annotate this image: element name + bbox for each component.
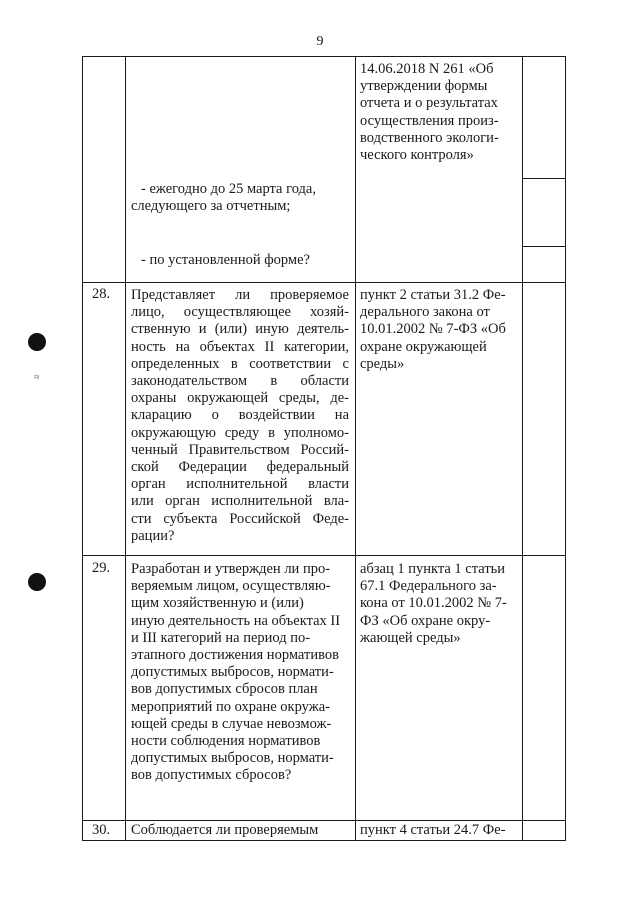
text-line: щим хозяйственную и (или): [131, 595, 304, 612]
row-question: [131, 822, 318, 839]
text-line: ченный Правительством Россий-: [131, 441, 349, 458]
page-number: 9: [316, 34, 324, 49]
text-line: ческого контроля»: [360, 147, 474, 164]
text-line: ющей среды в случае невозмож-: [131, 715, 332, 732]
text-line: или орган исполнительной вла-: [131, 493, 349, 510]
text-line: - по установленной форме?: [141, 252, 310, 268]
table-line: [355, 56, 356, 840]
text-line: иную деятельность на объектах II: [131, 612, 341, 629]
binder-hole-top: [28, 333, 46, 351]
text-line: ственную и (или) иную деятель-: [131, 321, 349, 338]
text-line: Разработан и утвержден ли про-: [131, 561, 331, 577]
text-line: окружающую среду в уполномо-: [131, 424, 349, 441]
text-line: 10.01.2002 № 7-ФЗ «Об: [360, 321, 506, 338]
text-line: ФЗ «Об охране окру-: [360, 612, 491, 629]
row-law-reference: [360, 561, 507, 647]
text-line: допустимых выбросов, нормати-: [131, 750, 334, 767]
text-line: кона от 10.01.2002 № 7-: [360, 595, 507, 612]
continuation-law-text: [360, 61, 499, 164]
text-line: определенных в соответствии с: [131, 355, 349, 372]
table-line: [522, 178, 566, 179]
text-line: этапного достижения нормативов: [131, 647, 339, 664]
text-line: осуществления произ-: [360, 112, 499, 129]
table-line: [82, 840, 566, 841]
text-line: ности соблюдения нормативов: [131, 733, 321, 750]
table-line: [82, 820, 566, 821]
continuation-requirement-1: [131, 181, 316, 215]
text-line: водственного экологи-: [360, 129, 499, 146]
text-line: дерального закона от: [360, 304, 490, 321]
table-line: [82, 282, 566, 283]
text-line: ность на объектах II категории,: [131, 338, 349, 355]
text-line: ской Федерации федеральный: [131, 459, 349, 476]
text-line: мероприятий по охране окружа-: [131, 698, 331, 715]
table-line: [82, 555, 566, 556]
text-line: и III категорий на период по-: [131, 629, 311, 646]
text-line: вов допустимых сбросов план: [131, 681, 318, 698]
text-line: законодательством в области: [131, 373, 349, 390]
row-law-reference: [360, 287, 506, 373]
text-line: охране окружающей: [360, 338, 487, 355]
text-line: кларацию о воздействии на: [131, 407, 349, 424]
row-question: [131, 561, 340, 785]
text-line: следующего за отчетным;: [131, 198, 291, 215]
text-line: Соблюдается ли проверяемым: [131, 822, 319, 838]
table-line: [565, 56, 566, 840]
binder-hole-bottom: [28, 573, 46, 591]
text-line: лицо, осуществляющее хозяй-: [131, 304, 349, 321]
text-line: среды»: [360, 355, 405, 372]
text-line: абзац 1 пункта 1 статьи: [360, 561, 506, 577]
text-line: охраны окружающей среды, де-: [131, 390, 349, 407]
text-line: допустимых выбросов, нормати-: [131, 664, 334, 681]
text-line: Представляет ли проверяемое: [131, 287, 349, 303]
row-number: 28.: [92, 286, 111, 302]
text-line: отчета и о результатах: [360, 95, 498, 112]
text-line: пункт 4 статьи 24.7 Фе-: [360, 822, 506, 838]
table-line: [125, 56, 126, 840]
text-line: жающей среды»: [360, 629, 461, 646]
text-line: - ежегодно до 25 марта года,: [141, 181, 316, 197]
scan-speck: ≈: [34, 372, 40, 383]
text-line: 67.1 Федерального за-: [360, 578, 497, 595]
row-number: 29.: [92, 560, 111, 576]
table-line: [522, 56, 523, 840]
text-line: вов допустимых сбросов?: [131, 767, 292, 784]
table-line: [522, 246, 566, 247]
table-line: [82, 56, 566, 57]
text-line: веряемым лицом, осуществляю-: [131, 578, 331, 595]
row-question: [131, 287, 349, 545]
row-number: 30.: [92, 822, 111, 838]
text-line: орган исполнительной власти: [131, 476, 349, 493]
table-line: [82, 56, 83, 840]
text-line: рации?: [131, 527, 175, 544]
text-line: пункт 2 статьи 31.2 Фе-: [360, 287, 506, 303]
continuation-requirement-2: [141, 252, 310, 269]
text-line: сти субъекта Российской Феде-: [131, 510, 349, 527]
text-line: 14.06.2018 N 261 «Об: [360, 61, 494, 77]
row-law-reference: [360, 822, 506, 839]
text-line: утверждении формы: [360, 78, 488, 95]
